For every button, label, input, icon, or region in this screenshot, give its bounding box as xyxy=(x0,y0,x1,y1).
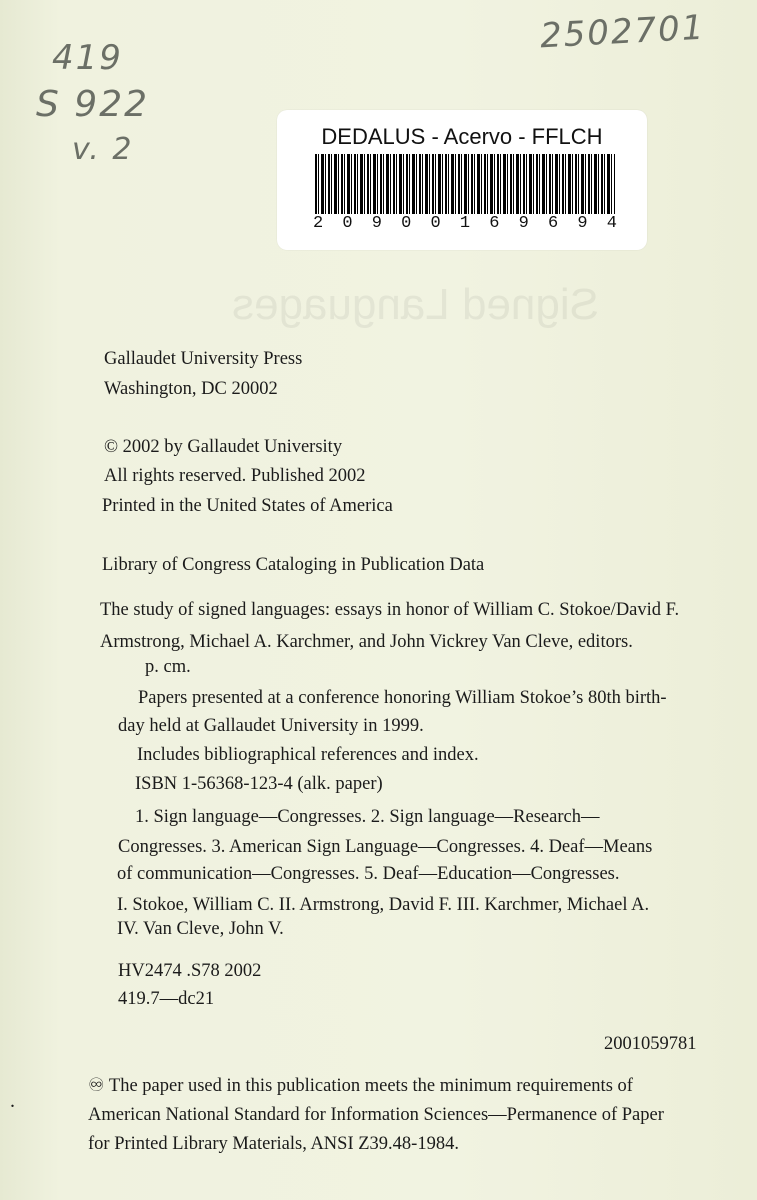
cip-note-line1: Papers presented at a conference honoring William Stokoe’s 80th birth- xyxy=(138,688,667,708)
paper-note-line1: The paper used in this publication meets the minimum requirements of xyxy=(108,1076,633,1096)
cip-title-line1: The study of signed languages: essays in honor of William C. Stokoe/David F. xyxy=(100,600,680,620)
barcode-digit: 4 xyxy=(606,214,617,233)
cip-call-number: HV2474 .S78 2002 xyxy=(118,961,262,981)
cip-pcm: p. cm. xyxy=(145,657,191,677)
cip-bibliography: Includes bibliographical references and index. xyxy=(137,745,479,765)
paper-note-line2: American National Standard for Information Sciences—Permanence of Paper xyxy=(88,1105,664,1125)
barcode-icon xyxy=(315,154,615,214)
cip-subjects-line3: of communication—Congresses. 5. Deaf—Education—Congresses. xyxy=(117,864,620,884)
cip-note-line2: day held at Gallaudet University in 1999. xyxy=(118,716,424,736)
barcode-digit: 0 xyxy=(430,214,441,233)
barcode-digit: 0 xyxy=(342,214,353,233)
cip-subjects-line2: Congresses. 3. American Sign Language—Congresses. 4. Deaf—Means xyxy=(118,837,653,857)
cip-dewey: 419.7—dc21 xyxy=(118,989,215,1009)
handwritten-call-number-line2: S 922 xyxy=(36,84,150,125)
barcode-digit: 9 xyxy=(518,214,529,233)
barcode-digit: 2 xyxy=(313,214,324,233)
barcode-digit: 9 xyxy=(371,214,382,233)
library-barcode-label xyxy=(277,110,647,250)
rights-line: All rights reserved. Published 2002 xyxy=(104,466,366,486)
barcode-digit: 0 xyxy=(401,214,412,233)
paper-permanence-note xyxy=(88,1072,708,1159)
printed-line: Printed in the United States of America xyxy=(102,496,393,516)
publisher-name: Gallaudet University Press xyxy=(104,349,303,369)
barcode-digit: 6 xyxy=(548,214,559,233)
handwritten-call-number-line1: 419 xyxy=(52,38,123,78)
barcode-digit: 9 xyxy=(577,214,588,233)
show-through-title: Signed Languages xyxy=(232,280,599,329)
cip-subjects-line4: I. Stokoe, William C. II. Armstrong, David F. III. Karchmer, Michael A. xyxy=(117,895,650,915)
cip-subjects-line1: 1. Sign language—Congresses. 2. Sign language—Research— xyxy=(135,807,600,827)
barcode-digit: 6 xyxy=(489,214,500,233)
cip-lccn: 2001059781 xyxy=(604,1034,697,1054)
copyright-line: © 2002 by Gallaudet University xyxy=(104,437,343,457)
recycled-paper-icon: ♾ xyxy=(88,1076,105,1096)
paper-note-line3: for Printed Library Materials, ANSI Z39.48-1984. xyxy=(88,1134,459,1154)
publisher-address: Washington, DC 20002 xyxy=(104,379,278,399)
margin-mark: . xyxy=(10,1090,15,1112)
barcode-digits xyxy=(313,214,617,233)
library-label-title: DEDALUS - Acervo - FFLCH xyxy=(321,124,603,149)
barcode-digit: 1 xyxy=(459,214,471,233)
cip-isbn: ISBN 1-56368-123-4 (alk. paper) xyxy=(135,774,383,794)
handwritten-volume: v. 2 xyxy=(72,132,134,167)
cip-subjects-line5: IV. Van Cleve, John V. xyxy=(117,919,284,939)
cip-heading: Library of Congress Cataloging in Publication Data xyxy=(102,555,485,575)
handwritten-accession-number: 2502701 xyxy=(539,7,707,57)
cip-title-line2: Armstrong, Michael A. Karchmer, and John Vickrey Van Cleve, editors. xyxy=(100,632,633,652)
